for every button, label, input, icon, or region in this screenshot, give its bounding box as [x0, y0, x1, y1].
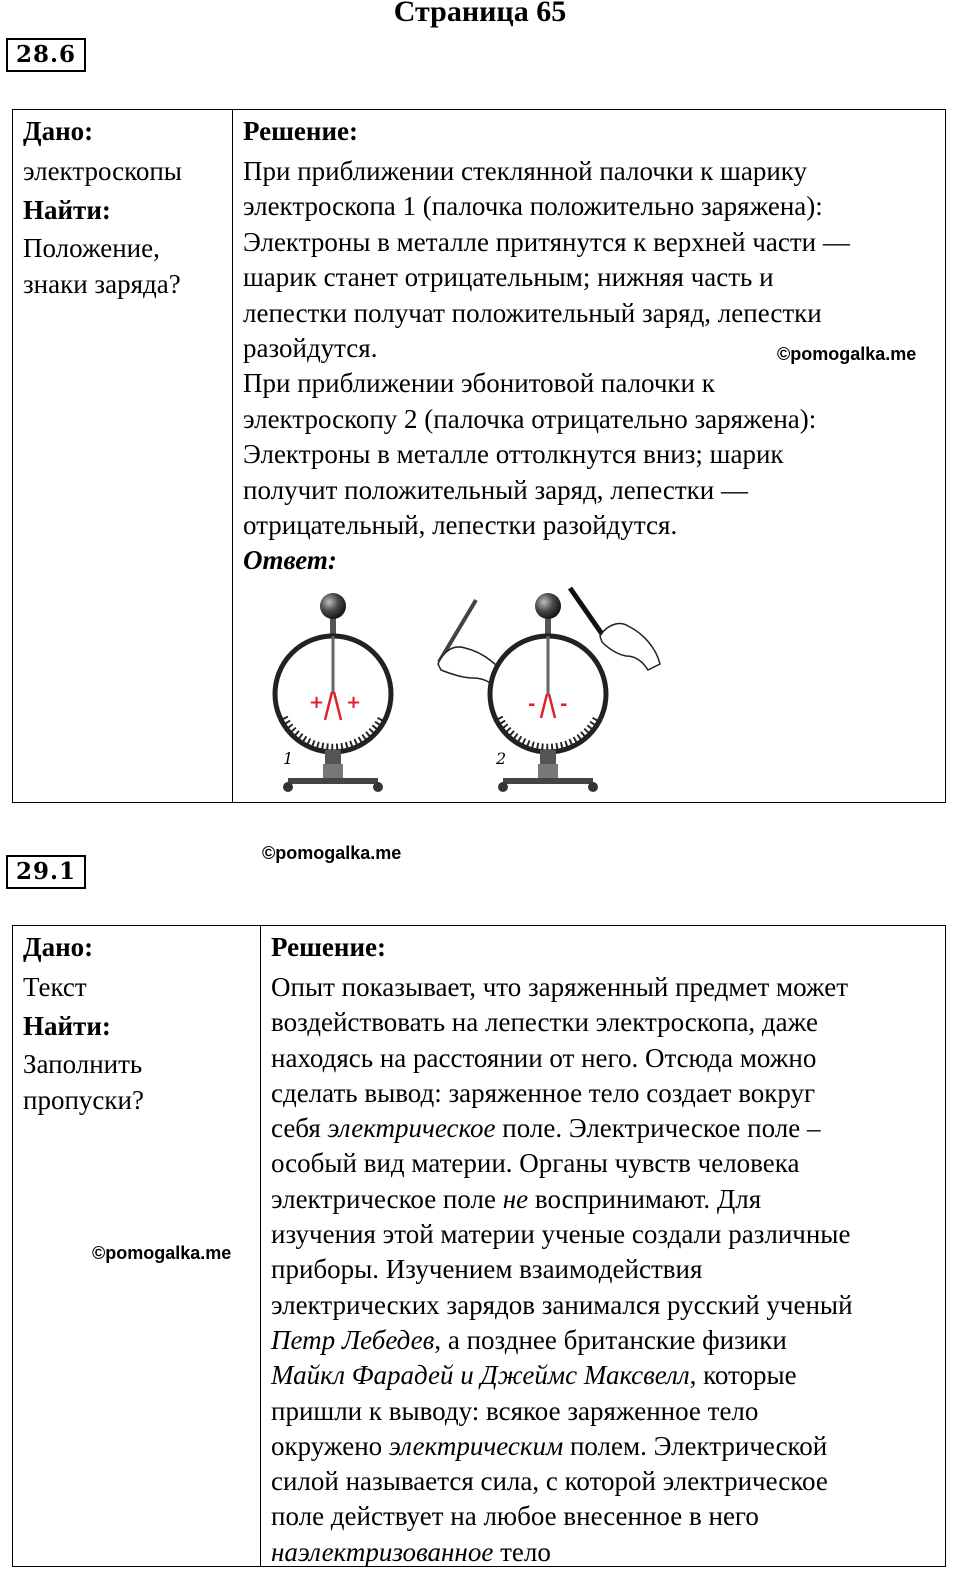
solution-line	[271, 1217, 935, 1252]
answer-label: Ответ:	[243, 545, 337, 576]
text-segment: воспринимают. Для	[528, 1183, 762, 1214]
text-segment: приборы. Изучением взаимодействия	[271, 1254, 703, 1285]
foot	[588, 782, 598, 792]
base	[288, 778, 378, 784]
text-segment: воздействовать на лепестки электроскопа, даже	[271, 1007, 818, 1038]
problem-number-28-6: 28.6	[6, 38, 86, 72]
text-segment: тело	[493, 1536, 551, 1567]
solution-line	[271, 970, 935, 1005]
text-segment: электрическое поле	[271, 1183, 503, 1214]
solution-line	[271, 1464, 935, 1499]
charge-right: -	[560, 694, 568, 715]
text-segment: находясь на расстоянии от него. Отсюда можно	[271, 1042, 817, 1073]
watermark: ©pomogalka.me	[262, 843, 402, 863]
problem-number-29-1: 29.1	[6, 855, 86, 889]
given-label: Дано:	[23, 116, 94, 146]
foot	[498, 782, 508, 792]
find-line: Заполнить	[23, 1049, 143, 1080]
solution-line: Электроны в металле оттолкнутся вниз; шарик	[243, 439, 784, 470]
find-value	[23, 231, 222, 302]
text-segment: , которые	[689, 1360, 797, 1391]
solution-text	[271, 970, 935, 1570]
solution-line	[271, 1394, 935, 1429]
find-label: Найти:	[23, 195, 111, 226]
find-line: знаки заряда?	[23, 268, 181, 299]
ball	[320, 593, 346, 619]
foot	[283, 782, 293, 792]
stem	[540, 750, 556, 764]
find-value	[23, 1047, 250, 1118]
electroscope-1	[275, 593, 513, 792]
given-value: электроскопы	[23, 156, 182, 186]
text-segment: окружено	[271, 1430, 389, 1461]
solution-line	[271, 1535, 935, 1570]
answer-word: электрическим	[388, 1430, 564, 1461]
solution-line: шарик станет отрицательным; нижняя часть и	[243, 262, 774, 293]
solution-line: электроскопу 2 (палочка отрицательно заряжена):	[243, 403, 817, 434]
solution-line: разойдутся.	[243, 333, 378, 364]
given-value: Текст	[23, 972, 87, 1002]
solution-line	[271, 1076, 935, 1111]
text-segment: изучения этой материи ученые создали различные	[271, 1219, 851, 1250]
answer-word: электрическое	[327, 1113, 496, 1144]
solution-line	[271, 1146, 935, 1181]
charge-left: -	[528, 694, 536, 715]
solution-line: При приближении стеклянной палочки к шарику	[243, 156, 808, 186]
solution-column	[261, 926, 945, 1566]
text-segment: электрических зарядов занимался русский ученый	[271, 1289, 853, 1320]
watermark: ©pomogalka.me	[92, 1243, 232, 1263]
text-segment: особый вид материи. Органы чувств человека	[271, 1148, 800, 1179]
page-title: Страница 65	[393, 0, 567, 28]
text-segment: силой называется сила, с которой электрическое	[271, 1466, 828, 1497]
solution-line: лепестки получат положительный заряд, лепестки	[243, 297, 822, 328]
electroscope-label: 2	[496, 749, 507, 768]
solution-line: отрицательный, лепестки разойдутся.	[243, 510, 678, 541]
solution-line	[271, 1111, 935, 1146]
watermark: ©pomogalka.me	[777, 344, 917, 364]
ebonite-rod	[570, 588, 602, 634]
solution-line	[271, 1499, 935, 1534]
solution-line	[271, 1323, 935, 1358]
answer-word: Петр Лебедев	[271, 1324, 435, 1355]
solution-line	[271, 1182, 935, 1217]
electroscope-2	[490, 588, 660, 792]
text-segment: сделать вывод: заряженное тело создает вокруг	[271, 1077, 816, 1108]
solution-line	[271, 1252, 935, 1287]
solution-line	[271, 1288, 935, 1323]
charge-left: +	[309, 692, 325, 713]
solution-line	[271, 1429, 935, 1464]
electroscopes-figure	[245, 582, 665, 800]
electroscope-label: 1	[283, 749, 294, 768]
solution-line	[271, 1358, 935, 1393]
find-line: Положение,	[23, 233, 160, 264]
solution-label: Решение:	[243, 116, 358, 146]
solution-line: Электроны в металле притянутся к верхней части —	[243, 226, 850, 257]
charge-right: +	[346, 692, 362, 713]
text-segment: пришли к выводу: всякое заряженное тело	[271, 1395, 759, 1426]
text-segment: полем. Электрической	[563, 1430, 828, 1461]
base-hub	[538, 764, 558, 778]
solution-line: получит положительный заряд, лепестки —	[243, 474, 748, 505]
find-label: Найти:	[23, 1011, 111, 1042]
given-column	[13, 110, 233, 802]
answer-word: не	[502, 1183, 529, 1214]
hand	[600, 624, 660, 670]
text-segment: Опыт показывает, что заряженный предмет может	[271, 972, 849, 1002]
solution-line: электроскопа 1 (палочка положительно заряжена):	[243, 191, 823, 222]
text-segment: поле действует на любое внесенное в него	[271, 1501, 759, 1532]
text-segment: себя	[271, 1113, 328, 1144]
foot	[373, 782, 383, 792]
find-line: пропуски?	[23, 1084, 144, 1115]
solution-label: Решение:	[271, 932, 386, 962]
ball	[535, 593, 561, 619]
text-segment: поле. Электрическое поле –	[495, 1113, 821, 1144]
text-segment: , а позднее британские физики	[434, 1324, 787, 1355]
answer-word: наэлектризованное	[271, 1536, 494, 1567]
solution-line	[271, 1041, 935, 1076]
stem	[325, 750, 341, 764]
base-hub	[323, 764, 343, 778]
answer-word: Майкл Фарадей и Джеймс Максвелл	[271, 1360, 690, 1391]
given-label: Дано:	[23, 932, 94, 962]
solution-line: При приближении эбонитовой палочки к	[243, 368, 715, 399]
solution-line	[271, 1005, 935, 1040]
base	[503, 778, 593, 784]
